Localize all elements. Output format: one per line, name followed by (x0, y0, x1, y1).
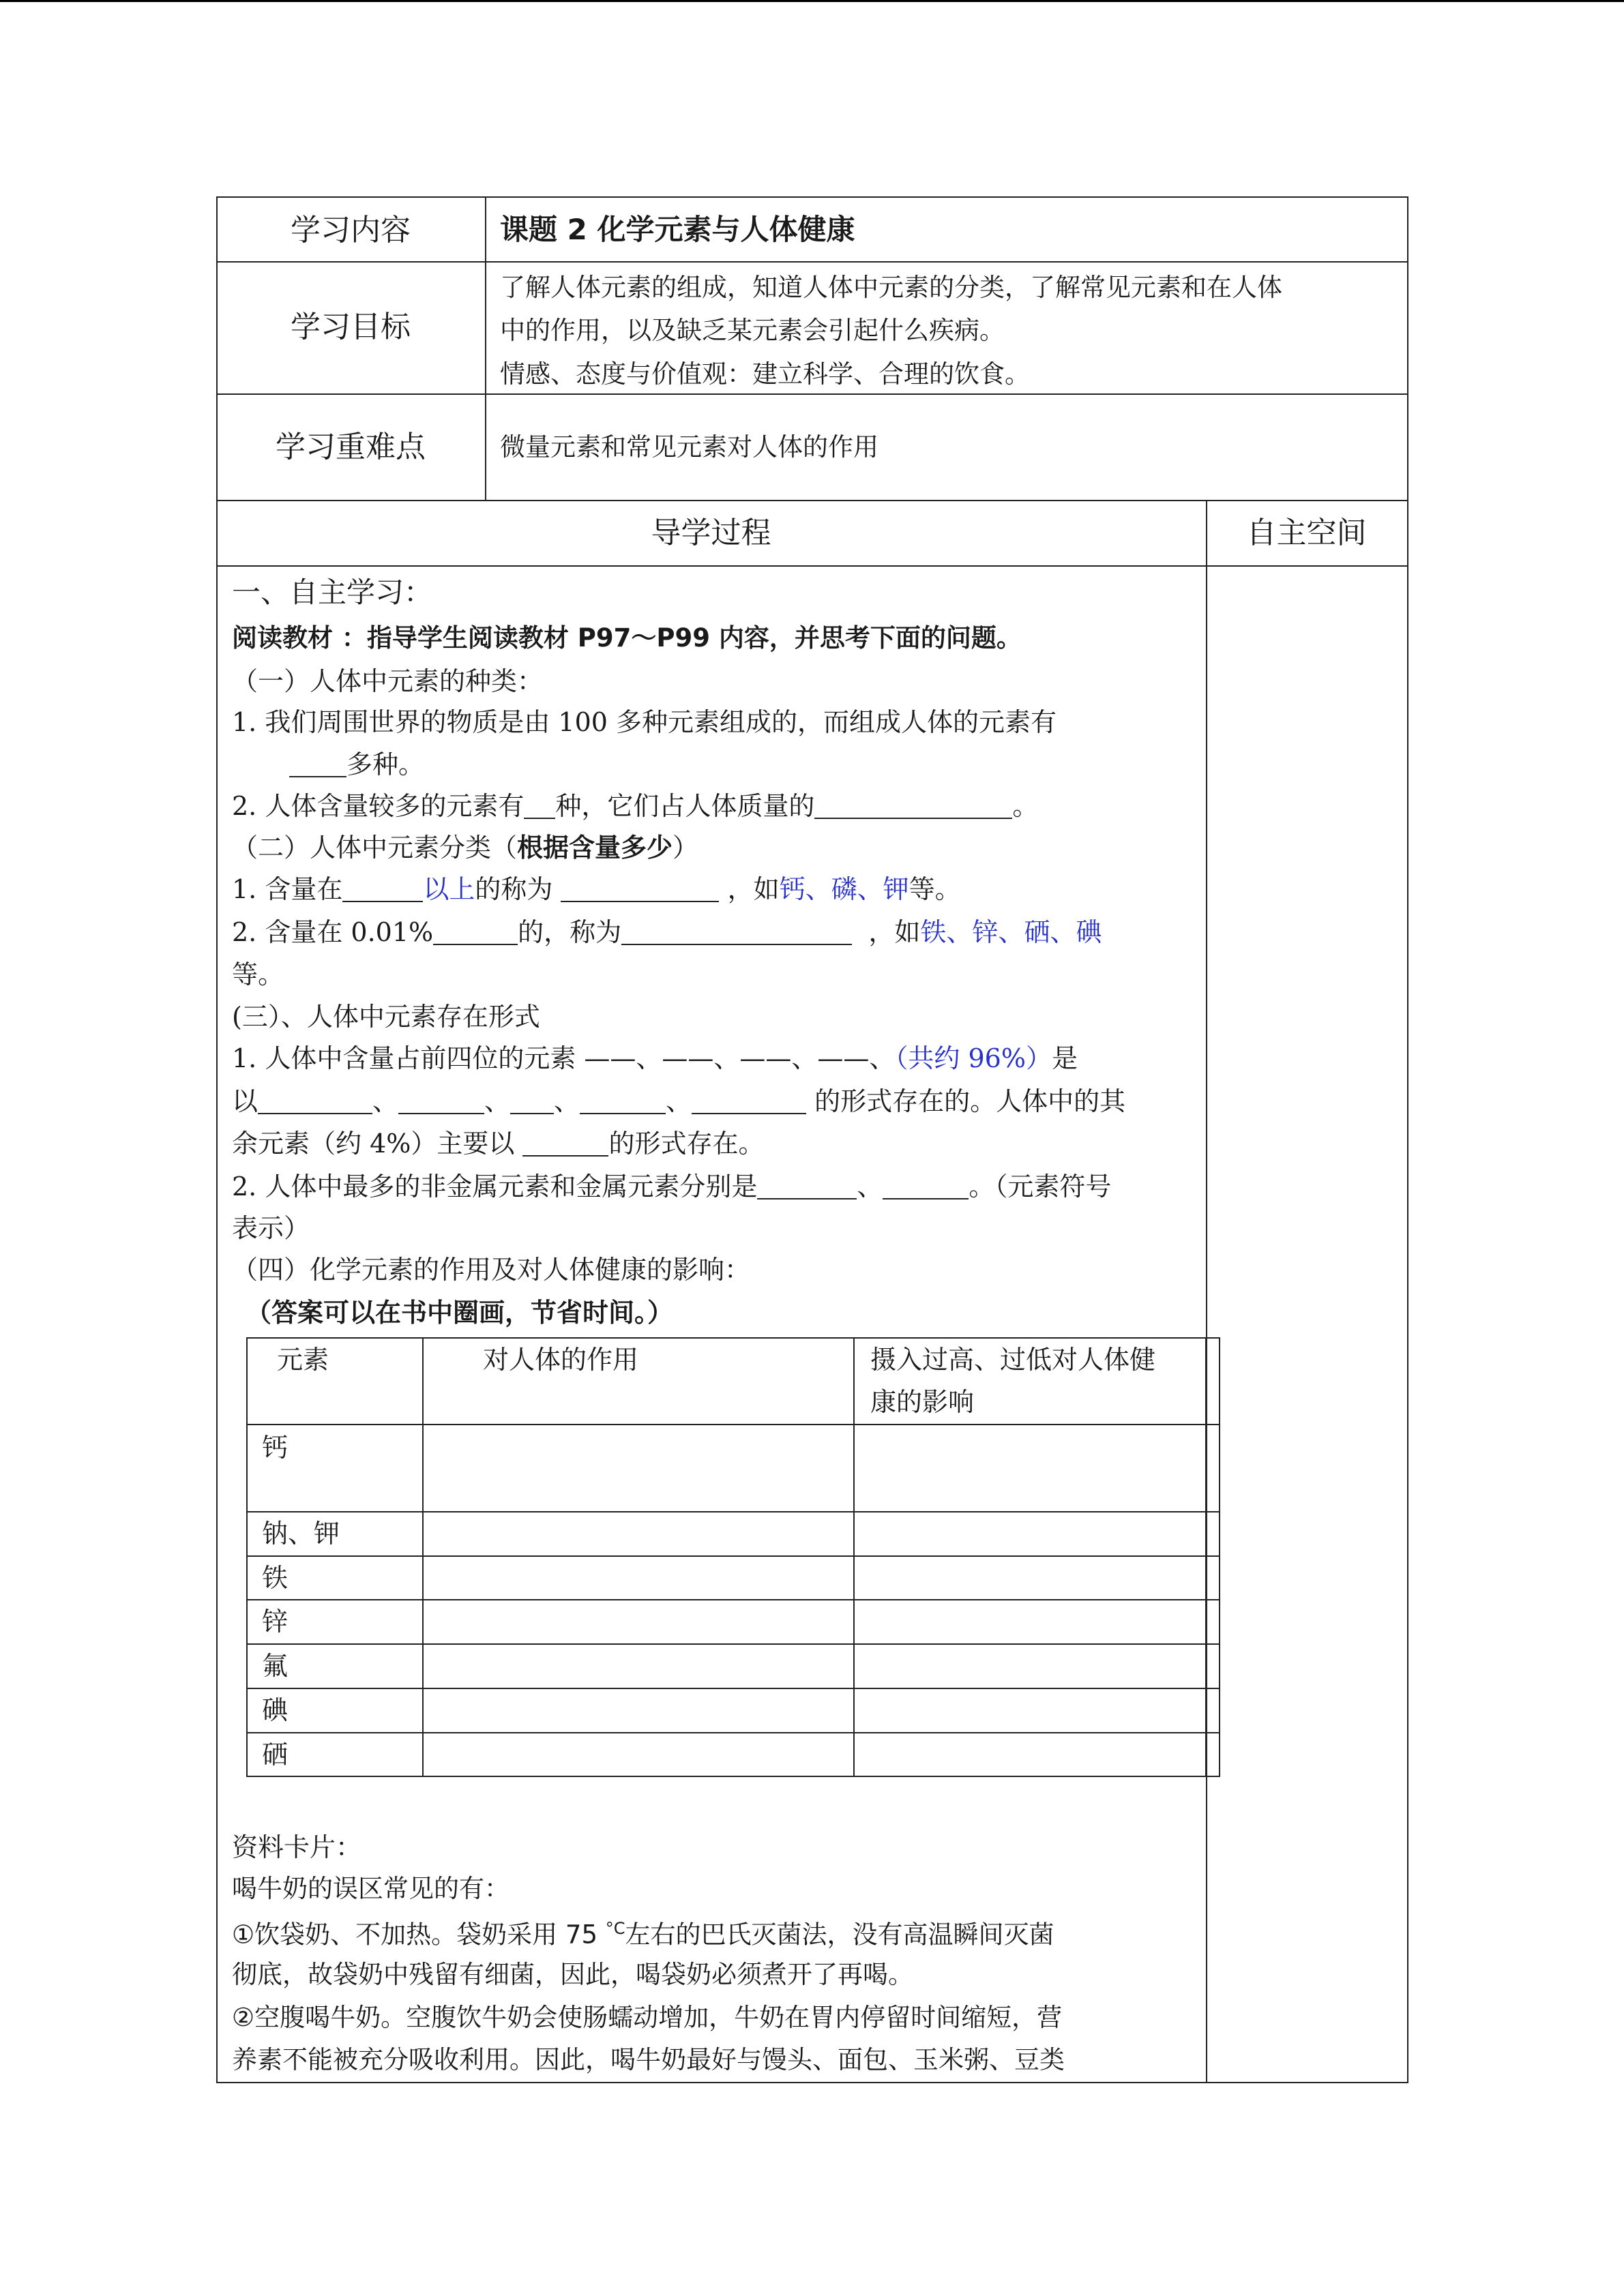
col-header-effect-line2: 康的影响 (870, 1387, 975, 1417)
part4-title: （四）化学元素的作用及对人体健康的影响： (232, 1255, 751, 1285)
card-line-1: ①饮袋奶、不加热。袋奶采用 75 $^{^\circ C}$左右的巴氏灭菌法，没有高温瞬间灭菌 (232, 1919, 1054, 1950)
card-line-4: 养素不能被充分吸收利用。因此，喝牛奶最好与馒头、面包、玉米粥、豆类 (232, 2045, 1065, 2074)
part1-q2: 2. 人体含量较多的元素有 种，它们占人体质量的 。 (232, 791, 1039, 821)
card-title: 资料卡片： (232, 1832, 362, 1862)
table-row-label: 钠、钾 (262, 1519, 340, 1549)
blank (561, 878, 719, 902)
key-label: 学习重难点 (276, 430, 426, 464)
part3-q2-line2: 表示） (232, 1213, 310, 1243)
part3-q1-line2: 以 、 、 、 、 的形式存在的。人体中的其 (232, 1086, 1126, 1116)
table-row-label: 硒 (262, 1740, 289, 1770)
content-label: 学习内容 (291, 213, 411, 248)
goal-line-1: 了解人体元素的组成，知道人体中元素的分类，了解常见元素和在人体 (500, 273, 1282, 302)
part2-title: （二）人体中元素分类（根据含量多少） (232, 833, 699, 863)
blank (580, 1090, 666, 1114)
table-row-label: 锌 (262, 1607, 289, 1637)
card-line-2: 彻底，故袋奶中残留有细菌，因此，喝袋奶必须煮开了再喝。 (232, 1960, 913, 1989)
part1-title: （一）人体中元素的种类： (232, 666, 544, 696)
blank (258, 1090, 372, 1114)
col-header-element: 元素 (277, 1345, 329, 1375)
key-points: 微量元素和常见元素对人体的作用 (500, 432, 879, 462)
blank (757, 1175, 857, 1199)
part2-q1: 1. 含量在 以上的称为 ，如钙、磷、钾等。 (232, 874, 961, 904)
col-header-function: 对人体的作用 (483, 1345, 639, 1375)
goal-line-3: 情感、态度与价值观：建立科学、合理的饮食。 (500, 359, 1030, 389)
blank (433, 921, 518, 945)
process-column-header: 导学过程 (651, 516, 771, 550)
part4-note: （答案可以在书中圈画，节省时间。） (246, 1298, 674, 1328)
space-column-header: 自主空间 (1246, 516, 1367, 550)
part1-q1-line2: 多种。 (289, 751, 424, 777)
part1-q1-line1: 1. 我们周围世界的物质是由 100 多种元素组成的，而组成人体的元素有 (232, 707, 1057, 737)
table-row-label: 钙 (262, 1433, 289, 1463)
blank (883, 1175, 969, 1199)
blank (621, 921, 852, 945)
part2-q2-line1: 2. 含量在 0.01% 的，称为 ，如铁、锌、硒、碘 (232, 917, 1102, 947)
goal-label: 学习目标 (291, 310, 411, 344)
part2-q2-line2: 等。 (232, 959, 284, 989)
card-line-3: ②空腹喝牛奶。空腹饮牛奶会使肠蠕动增加，牛奶在胃内停留时间缩短，营 (232, 2003, 1063, 2032)
lesson-title: 课题 2 化学元素与人体健康 (500, 213, 855, 246)
blank (398, 1090, 484, 1114)
table-row-label: 氟 (262, 1651, 289, 1681)
col-header-effect-line1: 摄入过高、过低对人体健 (870, 1345, 1156, 1375)
section-title: 一、自主学习： (232, 576, 433, 609)
reading-instruction: 阅读教材 ：指导学生阅读教材 P97～P99 内容，并思考下面的问题。 (232, 623, 1022, 653)
blank (524, 794, 555, 819)
blank (510, 1090, 554, 1114)
page-top-border (0, 0, 1624, 2)
table-row-label: 碘 (262, 1695, 289, 1725)
blank (342, 878, 423, 902)
blank (522, 1132, 608, 1157)
blank (814, 794, 1012, 819)
part3-q2-line1: 2. 人体中最多的非金属元素和金属元素分别是 、 。（元素符号 (232, 1172, 1112, 1202)
blank (692, 1090, 806, 1114)
part3-q1-line1: 1. 人体中含量占前四位的元素 ——、——、——、——、（共约 96%）是 (232, 1043, 1078, 1073)
card-intro: 喝牛奶的误区常见的有： (232, 1874, 510, 1903)
goal-line-2: 中的作用，以及缺乏某元素会引起什么疾病。 (500, 316, 1005, 345)
blank (289, 753, 346, 777)
part3-q1-line3: 余元素（约 4%）主要以 的形式存在。 (232, 1129, 765, 1159)
part3-title: (三）、人体中元素存在形式 (232, 1002, 540, 1032)
table-row-label: 铁 (262, 1563, 289, 1593)
